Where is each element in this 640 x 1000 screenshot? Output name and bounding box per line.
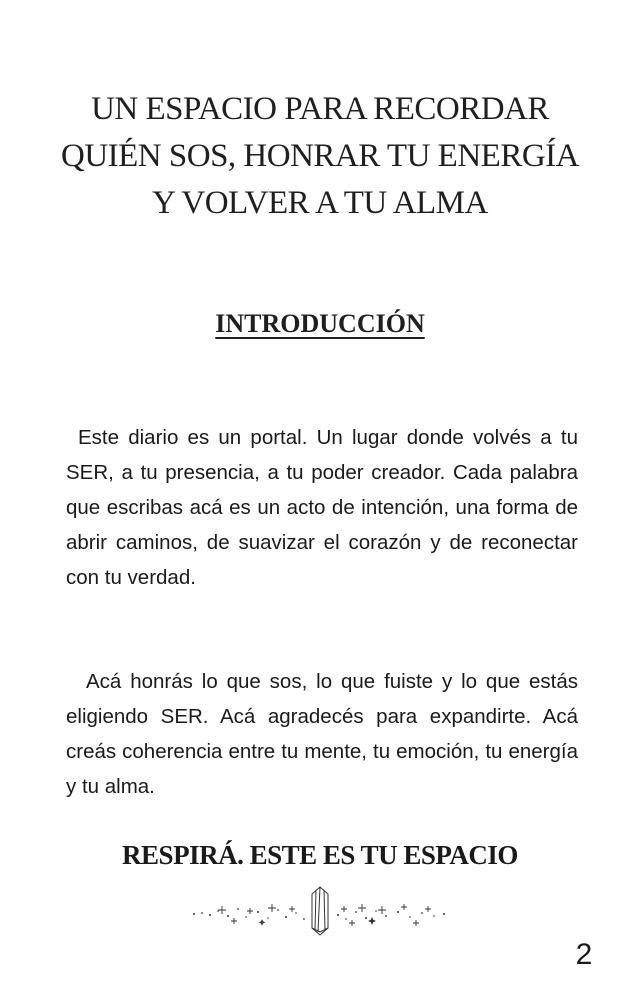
page-number: 2 (575, 938, 593, 971)
page-title (40, 86, 600, 227)
title-line: UN ESPACIO PARA RECORDAR (91, 91, 549, 127)
section-heading-text: INTRODUCCIÓN (215, 309, 425, 338)
title-line: QUIÉN SOS, HONRAR TU ENERGÍA (61, 138, 579, 174)
section-heading (0, 306, 640, 342)
intro-paragraph-2: Acá honrás lo que sos, lo que fuiste y lo que estás eligiendo SER. Acá agradecés para expandirte. Acá creás coherencia entre tu mente, tu emoción, tu energía y tu alma. (66, 670, 578, 798)
closing-line: RESPIRÁ. ESTE ES TU ESPACIO (122, 840, 518, 870)
crystal-with-stars-icon (188, 884, 452, 942)
title-line: Y VOLVER A TU ALMA (152, 185, 488, 221)
intro-paragraph-1: Este diario es un portal. Un lugar donde volvés a tu SER, a tu presencia, a tu poder creador. Cada palabra que escribas acá es un acto de intención, una forma de abrir caminos, de suavizar el corazón y de reconectar con tu verdad. (66, 426, 578, 589)
